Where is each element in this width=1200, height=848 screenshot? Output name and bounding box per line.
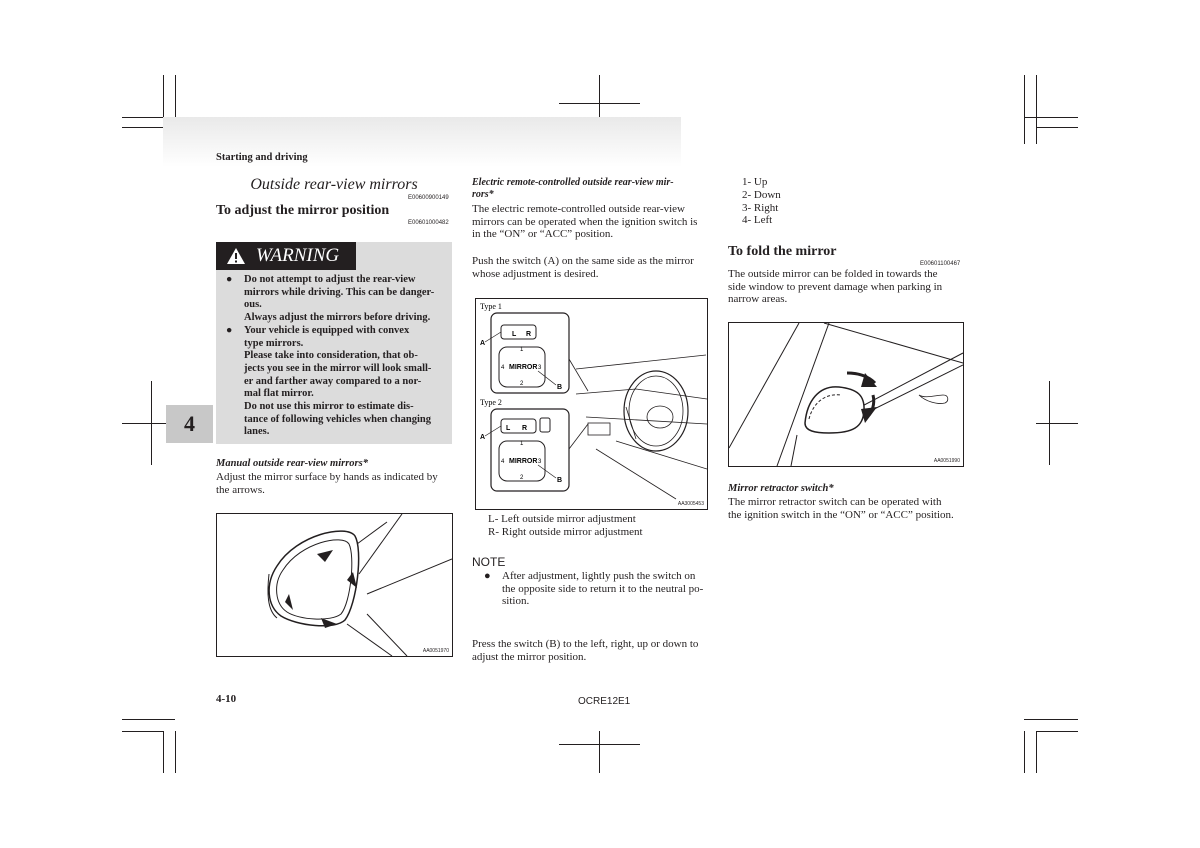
section-header: Starting and driving <box>216 152 308 163</box>
note-item <box>484 570 708 608</box>
note-line: sition. <box>502 595 530 608</box>
bullet-icon: ● <box>484 570 491 582</box>
fold-mirror-figure <box>728 322 964 467</box>
fold-text <box>728 268 964 306</box>
warning-list <box>226 274 448 439</box>
label-a-1: A <box>480 340 486 347</box>
electric-para-1 <box>472 203 708 241</box>
warning-line: er and farther away compared to a nor- <box>244 375 422 387</box>
fold-mirror-illustration <box>729 323 963 466</box>
text-line: the ignition switch in the “ON” or “ACC” position. <box>728 508 954 521</box>
warning-line: lanes. <box>244 426 270 438</box>
fold-code: E00601100467 <box>920 261 961 267</box>
legend-line: L- Left outside mirror adjustment <box>488 513 636 525</box>
col1 <box>216 176 452 194</box>
figure-code: AA3005453 <box>677 501 704 507</box>
figure-code: AA0051970 <box>422 648 449 654</box>
num-4-a: 4 <box>501 365 505 371</box>
title-code: E00600900149 <box>408 195 449 201</box>
direction-list <box>742 176 781 227</box>
text-line: the arrows. <box>216 483 265 496</box>
bullet-icon: ● <box>226 324 233 336</box>
direction-item: 1- Up <box>742 176 768 188</box>
text-line: Press the switch (B) to the left, right, up or down to <box>472 638 699 650</box>
warning-line: type mirrors. <box>244 337 304 349</box>
text-line: in the “ON” or “ACC” position. <box>472 228 614 241</box>
key-l-1: L <box>512 331 517 338</box>
num-3-b: 3 <box>538 459 542 465</box>
manual-mirror-figure <box>216 513 453 657</box>
type1-label: Type 1 <box>480 302 502 311</box>
type2-label: Type 2 <box>480 398 502 407</box>
warning-line: Always adjust the mirrors before driving. <box>244 312 431 324</box>
note-label: NOTE <box>472 555 506 569</box>
chapter-tab: 4 <box>166 405 213 443</box>
warning-line: Your vehicle is equipped with convex <box>244 324 410 336</box>
electric-heading <box>472 177 708 201</box>
text-line: mirrors can be operated when the ignition switch is <box>472 215 698 228</box>
warning-line: ous. <box>244 299 262 311</box>
warning-line: mirrors while driving. This can be danger- <box>244 286 435 298</box>
warning-item-1 <box>226 274 448 325</box>
retractor-text <box>728 496 964 521</box>
label-a-2: A <box>480 434 486 441</box>
switch-figure <box>475 298 708 510</box>
text-line: adjust the mirror position. <box>472 650 587 663</box>
warning-line: mal flat mirror. <box>244 388 314 400</box>
warning-header <box>216 242 356 270</box>
text-line: narrow areas. <box>728 293 788 306</box>
electric-para-2 <box>472 255 708 280</box>
warning-line: Please take into consideration, that ob- <box>244 350 418 362</box>
page-title: Outside rear-view mirrors <box>250 176 418 193</box>
text-line: Push the switch (A) on the same side as the mirror <box>472 255 694 267</box>
num-2-a: 2 <box>520 381 524 387</box>
num-4-b: 4 <box>501 459 505 465</box>
num-2-b: 2 <box>520 475 524 481</box>
text-line: side window to prevent damage when parking in <box>728 280 943 293</box>
text-line: whose adjustment is desired. <box>472 267 599 280</box>
warning-line: jects you see in the mirror will look small- <box>244 362 432 374</box>
warning-triangle-icon <box>226 247 246 265</box>
key-r-2: R <box>522 425 528 432</box>
label-b-2: B <box>557 477 563 484</box>
heading-line: rors* <box>472 189 494 200</box>
page-number: 4-10 <box>216 693 237 705</box>
key-l-2: L <box>506 425 511 432</box>
heading-line: Electric remote-controlled outside rear-view mir- <box>472 177 674 188</box>
bullet-icon: ● <box>226 274 233 285</box>
switch-illustration <box>476 299 707 509</box>
legend-line: R- Right outside mirror adjustment <box>488 526 643 538</box>
note-line: the opposite side to return it to the neutral po- <box>502 582 704 595</box>
direction-item: 3- Right <box>742 201 779 214</box>
num-1-a: 1 <box>520 347 524 353</box>
figure-code: AA0051990 <box>933 458 960 464</box>
warning-item-2 <box>226 325 448 439</box>
warning-label: WARNING <box>256 245 340 266</box>
subtitle-code: E00601000482 <box>408 220 449 226</box>
num-3-a: 3 <box>538 365 542 371</box>
label-b-1: B <box>557 384 563 391</box>
manual-mirror-illustration <box>217 514 452 656</box>
retractor-heading: Mirror retractor switch* <box>728 483 834 494</box>
mirror-label-2: MIRROR <box>509 458 538 465</box>
subtitle: To adjust the mirror position <box>216 203 390 218</box>
electric-para-3 <box>472 638 708 663</box>
text-line: The mirror retractor switch can be operated with <box>728 496 942 508</box>
text-line: Adjust the mirror surface by hands as indicated by <box>216 471 438 483</box>
direction-item: 2- Down <box>742 188 781 201</box>
note-line: After adjustment, lightly push the switch on <box>502 570 696 582</box>
manual-text <box>216 471 452 496</box>
text-line: The outside mirror can be folded in towards the <box>728 268 938 280</box>
warning-line: tance of following vehicles when changing <box>244 413 431 425</box>
key-r-1: R <box>526 331 532 338</box>
warning-line: Do not use this mirror to estimate dis- <box>244 401 414 413</box>
document-code: OCRE12E1 <box>578 696 631 707</box>
num-1-b: 1 <box>520 441 524 447</box>
manual-heading: Manual outside rear-view mirrors* <box>216 458 368 469</box>
switch-legend <box>488 513 643 539</box>
fold-heading: To fold the mirror <box>728 244 837 259</box>
direction-item: 4- Left <box>742 214 773 227</box>
warning-line: Do not attempt to adjust the rear-view <box>244 274 416 285</box>
mirror-label-1: MIRROR <box>509 364 538 371</box>
text-line: The electric remote-controlled outside rear-view <box>472 203 685 215</box>
